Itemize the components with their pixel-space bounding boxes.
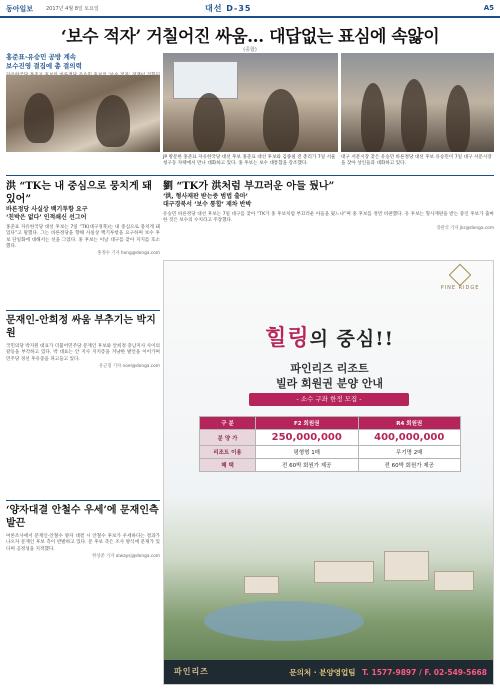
section-divider bbox=[6, 175, 494, 176]
ad-contact-label: 문의처 · 분양영업팀 bbox=[289, 668, 356, 677]
lead-head-2: 보수진영 결집에 총 결의력 bbox=[6, 62, 82, 70]
article-park bbox=[6, 310, 160, 369]
table-header: 구 분 bbox=[200, 417, 256, 430]
ad-limited-badge: - 소수 구좌 한정 모집 - bbox=[249, 393, 409, 406]
ad-title-line1: 파인리즈 리조트 bbox=[290, 362, 369, 375]
photo-jp-visit bbox=[163, 53, 338, 152]
table-cell: 250,000,000 bbox=[256, 430, 359, 446]
article-poll bbox=[6, 500, 160, 559]
table-cell: 혜 택 bbox=[200, 459, 256, 472]
article-hong-title: 洪 “TK는 내 중심으로 뭉치게 돼있어” bbox=[6, 181, 152, 205]
article-yoo-byline: 장관석 기자 jks@donga.com bbox=[436, 225, 494, 231]
article-yoo-body: 유승민 바른정당 대선 후보는 7일 대구를 찾아 “TK가 홍 후보처럼 부끄러운 아들을 뒀느냐”며 홍 후보를 정면 비판했다. 유 후보는 형사재판을 받는 중인 후보가 출마한 것은 보수의 수치라고 주장했다. bbox=[163, 212, 494, 224]
photo-market-visit bbox=[341, 53, 494, 152]
section-title: 대선 D-35 bbox=[205, 4, 252, 13]
table-cell: 평형형 1매 bbox=[256, 446, 359, 459]
article-yoo-sub2: 대구경북서 ‘보수 통합’ 재차 반박 bbox=[163, 201, 252, 208]
article-hong-sub: 바른정당 사실상 백기투항 요구 bbox=[6, 206, 88, 213]
article-park-title: 문재인-안희정 싸움 부추기는 박지원 bbox=[6, 315, 156, 339]
table-cell: 전 60박 회원가 제공 bbox=[256, 459, 359, 472]
article-park-byline: 유근형 기자 noel@donga.com bbox=[99, 363, 160, 369]
article-yoo-sub: ‘洪, 형사재판 받는중 범법 출마’ bbox=[163, 193, 248, 200]
ad-contact[interactable] bbox=[289, 667, 487, 678]
resort-aerial-image bbox=[164, 541, 494, 651]
ad-title bbox=[164, 361, 494, 391]
resort-advertisement[interactable] bbox=[163, 260, 494, 685]
ad-brand: 파인리즈 bbox=[174, 667, 209, 676]
ad-tagline bbox=[164, 321, 494, 352]
article-yoo bbox=[163, 180, 494, 231]
table-cell: 분 양 가 bbox=[200, 430, 256, 446]
photo-caption-1: JP 방문한 홍준표 자유한국당 대선 후보 홍준표 대선 후보와 김종필 전 총리가 7일 서울 청구동 자택에서 만나 대화하고 있다. 홍 후보는 보수 대통합을 강조했다. bbox=[163, 155, 336, 166]
article-hong-byline: 홍정수 기자 hong@donga.com bbox=[97, 251, 160, 257]
article-hong bbox=[6, 180, 160, 256]
paper-name: 동아일보 bbox=[6, 5, 34, 13]
ad-tagline-main: 힐링 bbox=[265, 325, 310, 351]
article-park-body: 국민의당 박지원 대표가 더불어민주당 문재인 후보와 안희정 충남지사 사이의 갈등을 부각하고 있다. 박 대표는 안 지사 지지층을 겨냥한 발언을 이어가며 민주당 경선 후유증을 파고들고 있다. bbox=[6, 344, 160, 362]
table-cell: 무기명 2매 bbox=[358, 446, 461, 459]
logo-text: PINE RIDGE bbox=[440, 285, 480, 291]
table-header: R4 회원권 bbox=[358, 417, 461, 430]
ad-tagline-rest: 의 중심!! bbox=[309, 328, 394, 350]
lead-head-1: 홍준표-유승민 공방 계속 bbox=[6, 53, 77, 61]
main-headline: ‘보수 적자’ 거칠어진 싸움… 대답없는 표심에 속앓이 bbox=[60, 27, 440, 47]
article-poll-byline: 한상준 기자 alwaysj@donga.com bbox=[92, 553, 160, 559]
photo-meeting bbox=[6, 75, 160, 152]
table-cell: 400,000,000 bbox=[358, 430, 461, 446]
article-poll-title: ‘양자대결 안철수 우세’에 문재인측 발끈 bbox=[6, 505, 159, 529]
table-cell: 전 60박 회원가 제공 bbox=[358, 459, 461, 472]
pine-ridge-logo bbox=[437, 267, 483, 291]
article-poll-body: 여론조사에서 문재인-안철수 양자 대결 시 안철수 후보가 우세하다는 결과가 나오자 문재인 후보 측이 반발하고 있다. 문 후보 측은 조사 방식에 문제가 있다며 공정성을 지적했다. bbox=[6, 534, 160, 552]
photo-caption-2: 대구 서문시장 찾은 유승민 바른정당 대선 후보 유승민이 7일 대구 서문시장을 찾아 상인들과 대화하고 있다. bbox=[341, 155, 492, 166]
issue-date: 2017년 4월 8일 토요일 bbox=[46, 6, 99, 12]
membership-table bbox=[199, 416, 461, 472]
table-row bbox=[200, 459, 461, 472]
table-header-row bbox=[200, 417, 461, 430]
ad-footer bbox=[164, 660, 494, 684]
ad-phone-number[interactable]: T. 1577-9897 / F. 02-549-5668 bbox=[362, 668, 487, 677]
masthead bbox=[0, 0, 500, 18]
article-hong-body: 홍준표 자유한국당 대선 후보는 7일 “TK(대구경북)는 내 중심으로 뭉치게 돼 있다”고 말했다. 그는 바른정당을 향해 사실상 백기투항을 요구하며 보수 후보 단일화에 대해서는 선을 그었다. 홍 후보는 이날 대구를 찾아 지지를 호소했다. bbox=[6, 225, 160, 249]
table-cell: 리조트 이용 bbox=[200, 446, 256, 459]
table-row bbox=[200, 446, 461, 459]
article-yoo-title: 劉 “TK가 洪처럼 부끄러운 아들 뒀나” bbox=[163, 181, 335, 192]
table-header: F2 회원권 bbox=[256, 417, 359, 430]
logo-mark-icon bbox=[449, 264, 472, 287]
ad-title-line2: 빌라 회원권 분양 안내 bbox=[275, 377, 384, 390]
page-number: A5 bbox=[483, 4, 494, 12]
headline-kicker: (종합) bbox=[243, 47, 257, 53]
table-row bbox=[200, 430, 461, 446]
article-hong-sub2: ‘친박은 없다’ 인적쇄신 선그어 bbox=[6, 214, 87, 221]
